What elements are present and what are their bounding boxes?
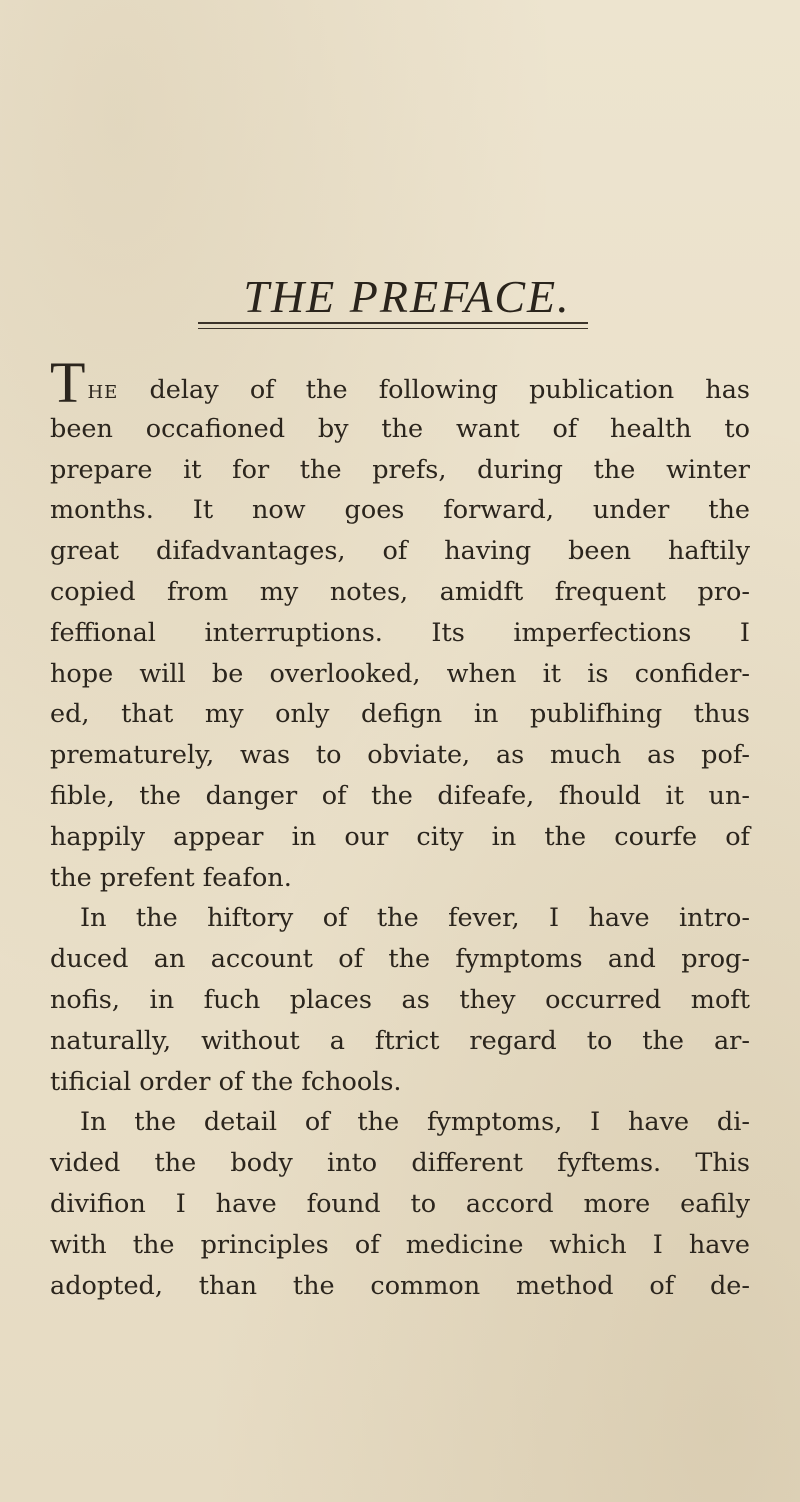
text-line: prematurely, was to obviate, as much as pof- xyxy=(50,740,750,771)
text-line: ed, that my only defign in publifhing thus xyxy=(50,699,750,730)
text-line-content: delay of the following publication has xyxy=(149,375,751,405)
text-line: months. It now goes forward, under the xyxy=(50,495,750,526)
preface-text xyxy=(50,350,751,1306)
text-line: the prefent feafon. xyxy=(50,862,292,893)
drop-cap-smallcaps: HE xyxy=(87,382,119,403)
text-line: with the principles of medicine which I have xyxy=(50,1229,750,1260)
title-rule-thin xyxy=(198,328,588,329)
text-line: vided the body into different fyftems. This xyxy=(50,1148,750,1179)
text-line: copied from my notes, amidft frequent pro- xyxy=(50,576,750,607)
title-rule-thick xyxy=(198,322,588,324)
page-title: THE PREFACE. xyxy=(243,271,571,322)
text-line: feffional interruptions. Its imperfections I xyxy=(50,617,750,648)
drop-cap: T xyxy=(50,350,86,415)
text-line: adopted, than the common method of de- xyxy=(50,1270,750,1301)
text-line: been occafioned by the want of health to xyxy=(50,413,750,444)
text-line: nofis, in fuch places as they occurred moft xyxy=(50,984,750,1015)
text-line: tificial order of the fchools. xyxy=(50,1066,402,1097)
text-line: happily appear in our city in the courfe of xyxy=(50,821,750,852)
text-line: In the detail of the fymptoms, I have di- xyxy=(80,1107,750,1138)
text-line xyxy=(50,350,751,415)
text-line: hope will be overlooked, when it is confider- xyxy=(50,658,750,689)
text-line: divifion I have found to accord more eafily xyxy=(50,1188,750,1219)
text-line: great difadvantages, of having been haftily xyxy=(50,536,750,567)
text-line: fible, the danger of the difeafe, fhould it un- xyxy=(50,780,750,811)
text-line: naturally, without a ftrict regard to the ar- xyxy=(50,1025,750,1056)
text-line: In the hiftory of the fever, I have intro- xyxy=(80,903,750,934)
text-line: duced an account of the fymptoms and prog- xyxy=(50,944,750,975)
text-line: prepare it for the prefs, during the winter xyxy=(50,454,750,485)
